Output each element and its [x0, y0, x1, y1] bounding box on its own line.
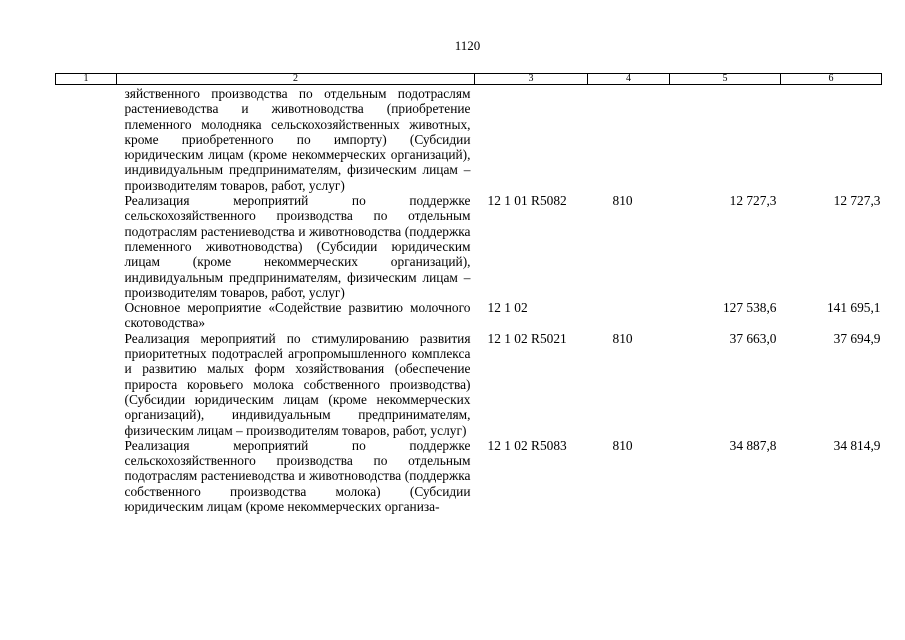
description-cell: Реализация мероприятий по поддержке сельскохозяйственного производства по отдельным подотраслям растениеводства и животноводства (поддержка племенного животноводства) (Субсидии юридическим лицам (кроме некоммерческих организаций), индивидуальным предпринимателям, физическим лицам – производителям товаров, работ, услуг) [124, 193, 471, 300]
row-number-cell [56, 300, 117, 331]
expense-type-cell [588, 85, 670, 194]
column-header-2: 2 [117, 74, 475, 85]
expense-type-cell: 810 [612, 193, 633, 209]
code-cell: 12 1 01 R5082 [487, 193, 567, 209]
budget-table [55, 73, 882, 514]
table-row [56, 85, 882, 194]
amount-cell-6 [781, 85, 882, 194]
column-header-3: 3 [475, 74, 588, 85]
table-row [56, 300, 882, 331]
row-number-cell [56, 193, 117, 300]
description-cell: Основное мероприятие «Содействие развитию молочного скотоводства» [124, 300, 471, 331]
table-body [56, 85, 882, 515]
amount-cell-5: 37 663,0 [729, 330, 777, 346]
description-cell: Реализация мероприятий по поддержке сельскохозяйственного производства по отдельным подотраслям растениеводства и животноводства (поддержка собственного производства молока) (Субсидии юридическим лицам (кроме некоммерческих организа- [124, 437, 471, 515]
column-header-1: 1 [56, 74, 117, 85]
description-cell: Реализация мероприятий по стимулированию развития приоритетных подотраслей агропромышленного комплекса и развитию малых форм хозяйствования (обеспечение прироста коровьего молока собственного производства) (Субсидии юридическим лицам (кроме некоммерческих организаций), индивидуальным предпринимателям, физическим лицам – производителям товаров, работ, услуг) [124, 330, 471, 438]
column-header-6: 6 [781, 74, 882, 85]
amount-cell-6: 141 695,1 [826, 300, 881, 316]
row-number-cell [56, 438, 117, 514]
expense-type-cell: 810 [612, 437, 633, 453]
row-number-cell [56, 85, 117, 194]
page-number: 1120 [454, 38, 481, 53]
description-cell: зяйственного производства по отдельным подотраслям растениеводства и животноводства (приобретение племенного молодняка сельскохозяйственных животных, кроме приобретенного по импорту) (Субсидии юридическим лицам (кроме некоммерческих организаций), индивидуальным предпринимателям, физическим лицам – производителям товаров, работ, услуг) [124, 86, 471, 193]
code-cell: 12 1 02 R5083 [487, 437, 567, 453]
table-row [56, 193, 882, 300]
table-row [56, 438, 882, 514]
row-number-cell [56, 331, 117, 438]
code-cell [475, 85, 588, 194]
code-cell: 12 1 02 R5021 [487, 330, 567, 346]
amount-cell-5: 127 538,6 [722, 300, 777, 316]
amount-cell-6: 34 814,9 [833, 437, 881, 453]
amount-cell-5 [670, 85, 781, 194]
amount-cell-5: 12 727,3 [729, 193, 777, 209]
amount-cell-6: 12 727,3 [833, 193, 881, 209]
expense-type-cell [588, 300, 670, 331]
column-header-5: 5 [670, 74, 781, 85]
amount-cell-6: 37 694,9 [833, 330, 881, 346]
code-cell: 12 1 02 [487, 300, 528, 316]
table-header [56, 74, 882, 85]
column-header-4: 4 [588, 74, 670, 85]
table-row [56, 331, 882, 438]
header-row [56, 74, 882, 85]
expense-type-cell: 810 [612, 330, 633, 346]
amount-cell-5: 34 887,8 [729, 437, 777, 453]
